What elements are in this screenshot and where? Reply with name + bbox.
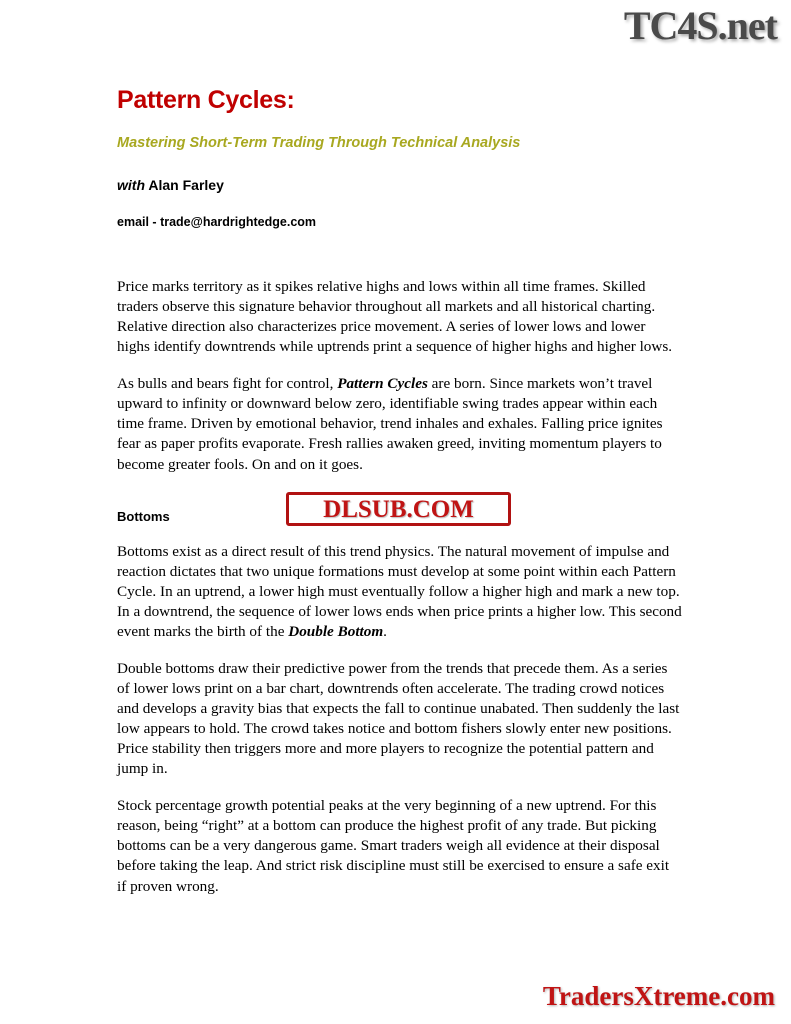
section-paragraph-1-part-b: . [383,622,387,640]
byline-author: Alan Farley [148,177,224,193]
term-pattern-cycles: Pattern Cycles [337,375,428,393]
section-paragraph-2: Double bottoms draw their predictive power from the trends that precede them. As a series of lower lows print on a bar chart, downtrends often accelerate. The trading crowd notices and develops a gravity bias that expects the fall to continue unabated. Then suddenly the last low appears to hold. The crowd takes notice and bottom fishers slowly enter new positions. Price stability then triggers more and more players to recognize the potential pattern and jump in. [117,659,680,778]
dlsub-stamp-text: DLSUB.COM [323,495,474,523]
page-title: Pattern Cycles: [117,86,295,114]
byline [117,177,682,193]
paragraph-2-part-b: are born. Since markets won’t travel upward to infinity or downward below zero, identifiable swing trades appear within each time frame. Driven by emotional behavior, trend inhales and exhales. Falling price ignites fear as paper profits evaporate. Fresh rallies awaken greed, inviting momentum players to become greater fools. On and on it goes. [117,375,663,473]
document-subtitle: Mastering Short-Term Trading Through Technical Analysis [117,135,521,151]
section-paragraph-1 [117,542,682,642]
section-paragraph-3: Stock percentage growth potential peaks at the very beginning of a new uptrend. For this reason, being “right” at a bottom can produce the highest profit of any trade. But picking bottoms can be a very dangerous game. Smart traders weigh all evidence at their disposal before taking the leap. And strict risk discipline must still be exercised to ensure a safe exit if proven wrong. [117,797,670,895]
paragraph-2-part-a: As bulls and bears fight for control, [117,375,338,393]
section-paragraph-1-part-a: Bottoms exist as a direct result of this trend physics. The natural movement of impulse and reaction dictates that two unique formations must develop at some point within each Pattern Cycle. In an uptrend, a lower high must eventually follow a higher high and mark a new top. In a downtrend, the sequence of lower lows ends when price prints a higher low. This second event marks the birth of the [117,542,682,640]
byline-preposition: with [117,177,145,193]
term-double-bottom: Double Bottom [288,622,384,640]
dlsub-stamp-watermark [286,492,511,526]
section-heading-bottoms: Bottoms [117,508,170,524]
intro-paragraph-1: Price marks territory as it spikes relative highs and lows within all time frames. Skilled traders observe this signature behavior throughout all markets and all historical charting. Relative direction also characterizes price movement. A series of lower lows and lower highs identify downtrends while uptrends print a sequence of higher highs and higher lows. [117,278,673,356]
site-watermark-bottom: TradersXtreme.com [542,981,775,1011]
intro-paragraph-2 [117,374,682,474]
site-watermark-top: TC4S.net [623,3,777,48]
contact-email-line: email - trade@hardrightedge.com [117,215,317,229]
